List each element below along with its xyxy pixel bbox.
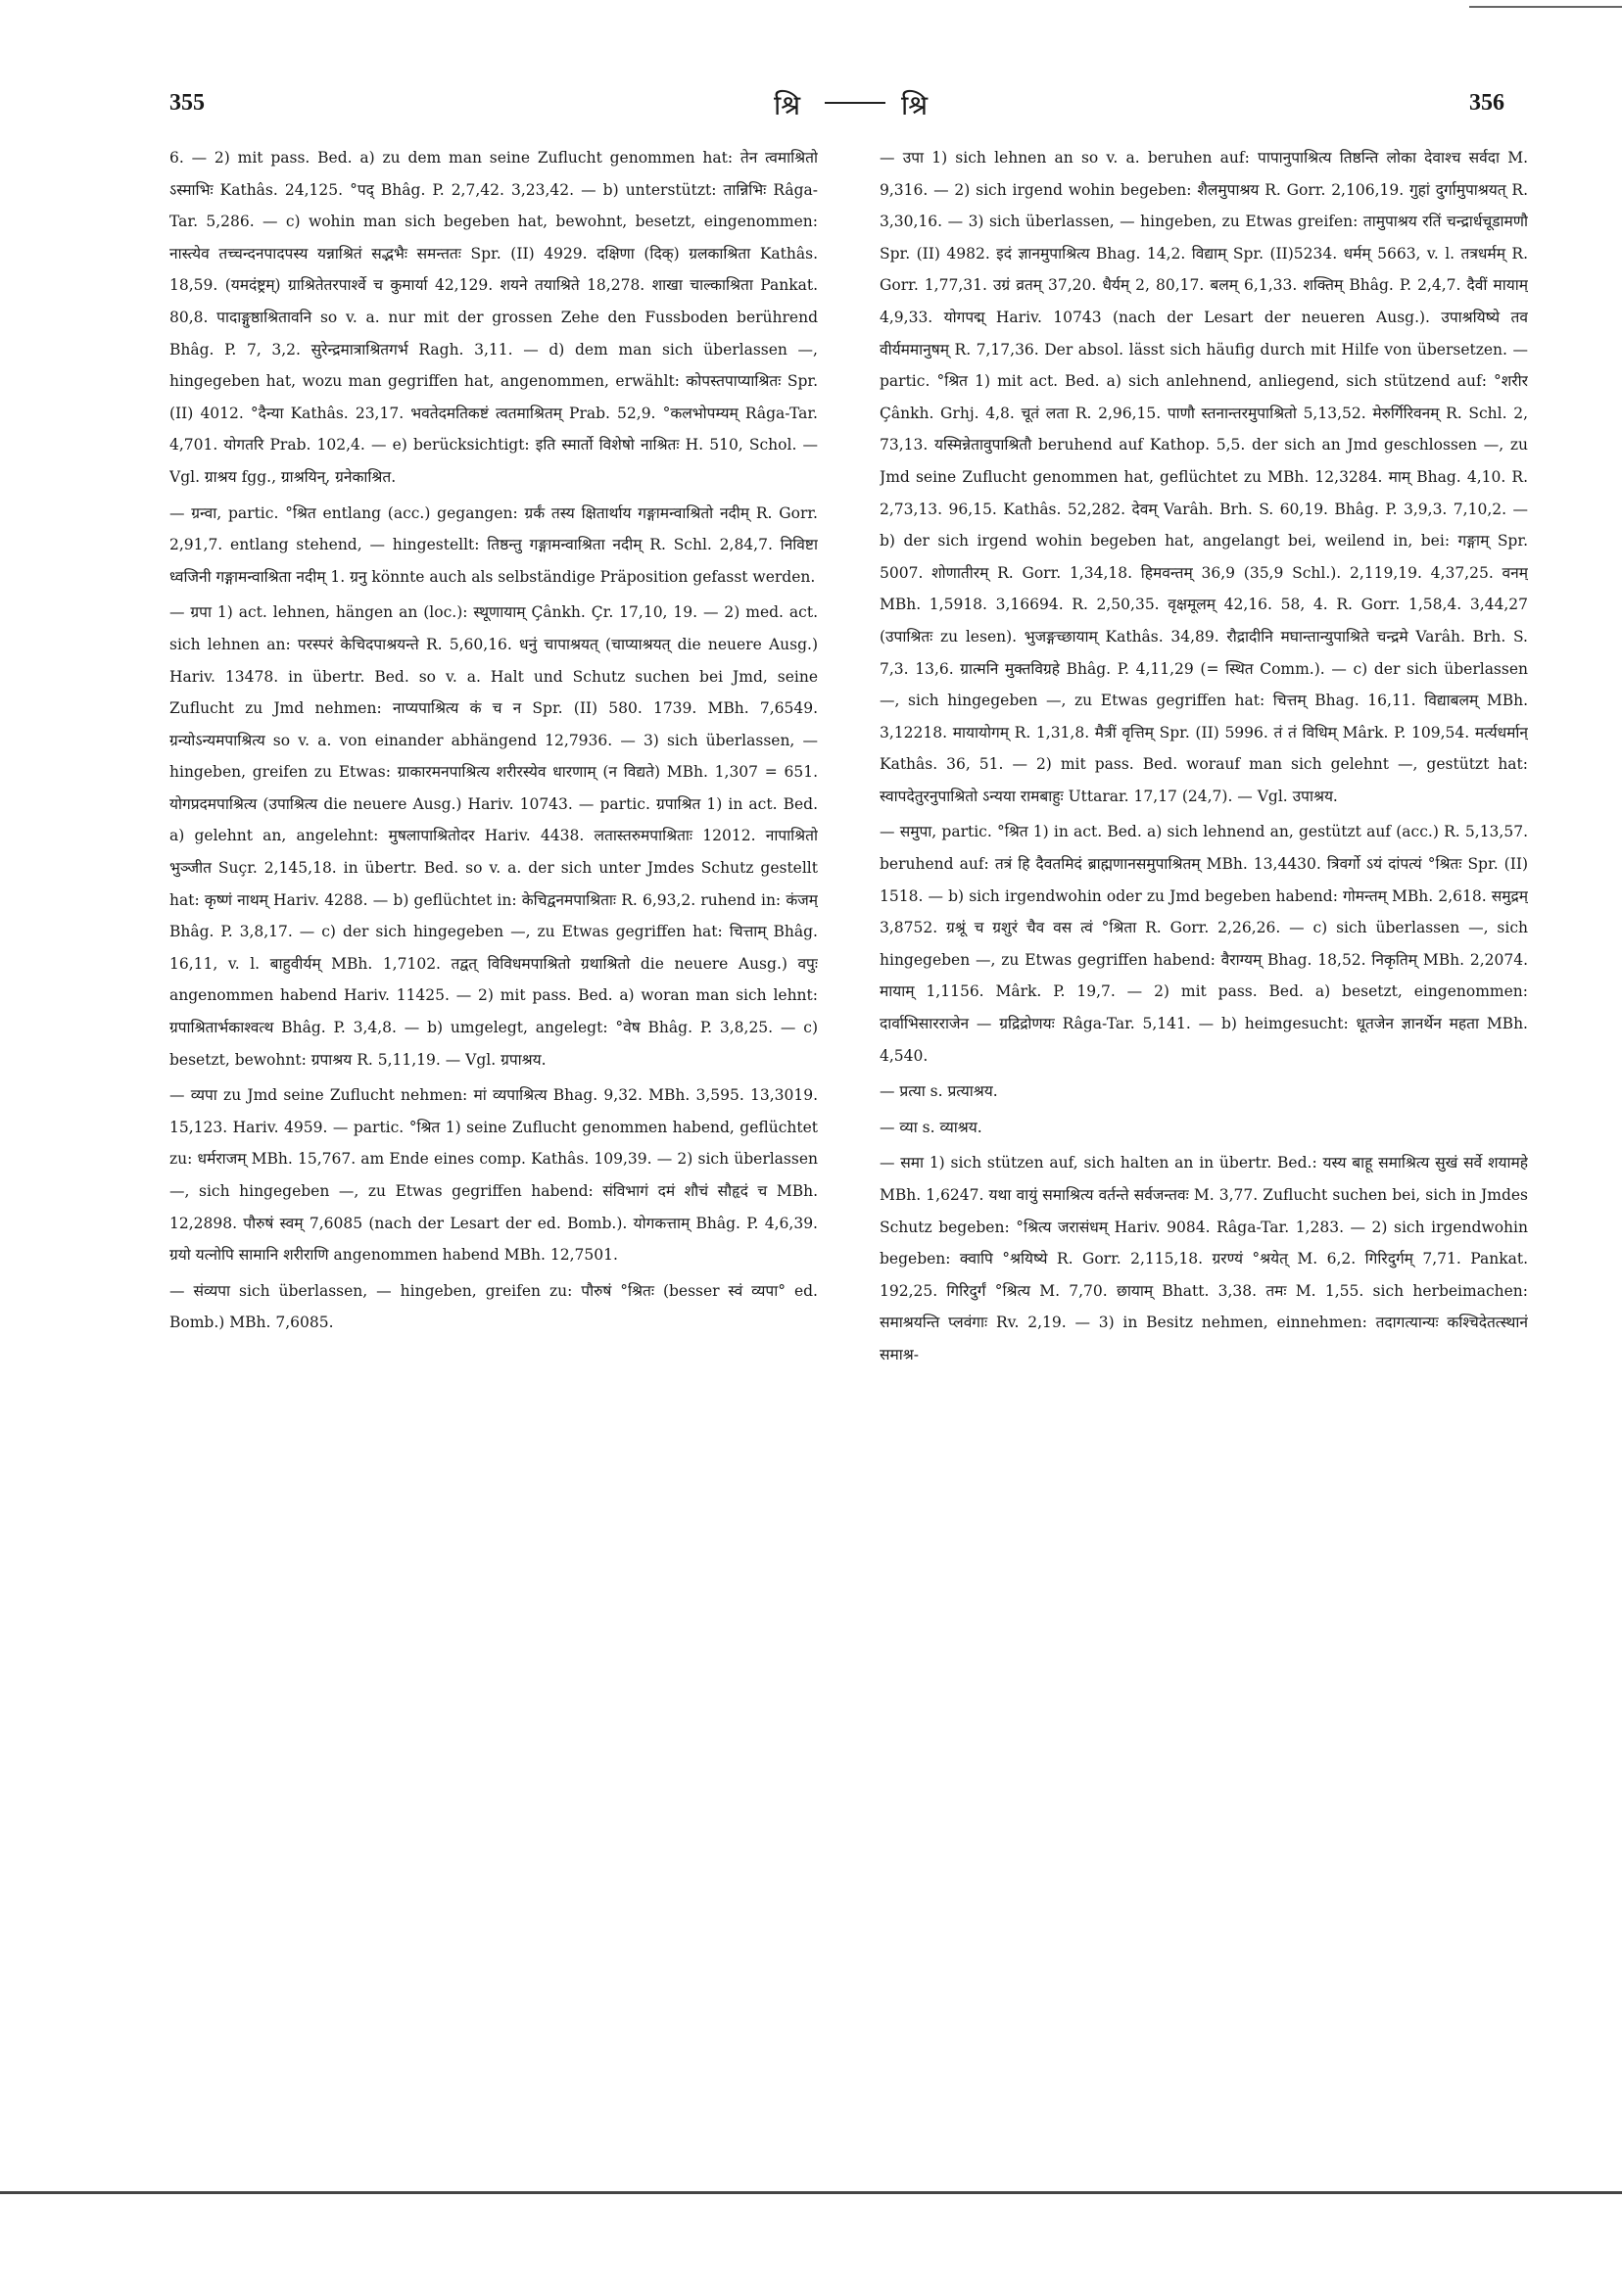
right-column <box>880 142 1528 2052</box>
page-number-right: 356 <box>1469 90 1504 116</box>
dictionary-paragraph: — ग्रपा 1) act. lehnen, hängen an (loc.): स्थूणायाम् Çânkh. Çr. 17,10, 19. — 2) med. act. sich lehnen an: परस्परं केचिदपाश्रयन्ते R. 5,60,16. धनुं चापाश्रयत् (चाप्याश्रयत् die neuere Ausg.) Hariv. 13478. in übertr. Bed. so v. a. Halt und Schutz suchen bei Jmd, seine Zuflucht zu Jmd nehmen: नाप्यपाश्रित्य कं च न Spr. (II) 580. 1739. MBh. 7,6549. ग्रन्योऽन्यमपाश्रित्य so v. a. von einander abhängend 12,7936. — 3) sich überlassen, — hingeben, greifen zu Etwas: ग्राकारमनपाश्रित्य शरीरस्येव धारणाम् (न विद्यते) MBh. 1,307 = 651. योगप्रदमपाश्रित्य (उपाश्रित्य die neuere Ausg.) Hariv. 10743. — partic. ग्रपाश्रित 1) in act. Bed. a) gelehnt an, angelehnt: मुषलापाश्रितोदर Hariv. 4438. लतास्तरुमपाश्रिताः 12012. नापाश्रितो भुञ्जीत Suçr. 2,145,18. in übertr. Bed. so v. a. der sich unter Jmdes Schutz gestellt hat: कृष्णं नाथम् Hariv. 4288. — b) geflüchtet in: केचिद्वनमपाश्रिताः R. 6,93,2. ruhend in: कंजम् Bhâg. P. 3,8,17. — c) der sich hingegeben —, zu Etwas gegriffen hat: चित्ताम् Bhâg. 16,11, v. l. बाहुवीर्यम् MBh. 1,7102. तद्वत् विविधमपाश्रितो ग्रथाश्रितो die neuere Ausg.) वपुः angenommen habend Hariv. 11425. — 2) mit pass. Bed. a) woran man sich lehnt: ग्रपाश्रितार्भकाश्वत्थ Bhâg. P. 3,4,8. — b) umgelegt, angelegt: °वेष Bhâg. P. 3,8,25. — c) besetzt, bewohnt: ग्रपाश्रय R. 5,11,19. — Vgl. ग्रपाश्रय. <box>169 603 818 1069</box>
dictionary-paragraph: — व्यपा zu Jmd seine Zuflucht nehmen: मां व्यपाश्रित्य Bhag. 9,32. MBh. 3,595. 13,3019. 15,123. Hariv. 4959. — partic. °श्रित 1) seine Zuflucht genommen habend, geflüchtet zu: धर्मराजम् MBh. 15,767. am Ende eines comp. Kathâs. 109,39. — 2) sich überlassen —, sich hingegeben —, zu Etwas gegriffen habend: संविभागं दमं शौचं सौहृदं च MBh. 12,2898. पौरुषं स्वम् 7,6085 (nach der Lesart der ed. Bomb.). योगकत्ताम् Bhâg. P. 4,6,39. ग्रयो यत्नोपि सामानि शरीराणि angenommen habend MBh. 12,7501. <box>169 1086 818 1265</box>
left-column <box>169 142 818 2052</box>
page-header <box>0 90 1622 129</box>
dictionary-paragraph: — प्रत्या s. प्रत्याश्रय. <box>880 1082 998 1101</box>
dictionary-paragraph: — ग्रन्वा, partic. °श्रित entlang (acc.) gegangen: ग्रर्कं तस्य क्षितार्थाय गङ्गामन्वाश्रितो नदीम् R. Gorr. 2,91,7. entlang stehend, — hingestellt: तिष्ठन्तु गङ्गामन्वाश्रिता नदीम् R. Schl. 2,84,7. निविष्टा ध्वजिनी गङ्गामन्वाश्रिता नदीम् 1. ग्रनु könnte auch als selbständige Präposition gefasst werden. <box>169 503 818 586</box>
running-headword-left: श्रि <box>774 89 801 121</box>
dictionary-paragraph: — उपा 1) sich lehnen an so v. a. beruhen auf: पापानुपाश्रित्य तिष्ठन्ति लोका देवाश्च सर्वदा M. 9,316. — 2) sich irgend wohin begeben: शैलमुपाश्रय R. Gorr. 2,106,19. गुहां दुर्गामुपाश्रयत् R. 3,30,16. — 3) sich überlassen, — hingeben, zu Etwas greifen: तामुपाश्रय रतिं चन्द्रार्धचूडामणौ Spr. (II) 4982. इदं ज्ञानमुपाश्रित्य Bhag. 14,2. विद्याम् Spr. (II)5234. धर्मम् 5663, v. l. तत्रधर्मम् R. Gorr. 1,77,31. उग्रं व्रतम् 37,20. धैर्यम् 2, 80,17. बलम् 6,1,33. शक्तिम् Bhâg. P. 2,4,7. दैवीं मायाम् 4,9,33. योगपद्म् Hariv. 10743 (nach der Lesart der neueren Ausg.). उपाश्रयिष्ये तव वीर्यममानुषम् R. 7,17,36. Der absol. lässt sich häufig durch mit Hilfe von übersetzen. — partic. °श्रित 1) mit act. Bed. a) sich anlehnend, anliegend, sich stützend auf: °शरीर Çânkh. Grhj. 4,8. चूतं लता R. 2,96,15. पाणौ स्तनान्तरमुपाश्रितो 5,13,52. मेरुर्गिरिवनम् R. Schl. 2, 73,13. यस्मिन्नेतावुपाश्रितौ beruhend auf Kathop. 5,5. der sich an Jmd geschlossen —, zu Jmd seine Zuflucht genommen hat, geflüchtet zu MBh. 12,3284. माम् Bhag. 4,10. R. 2,73,13. 96,15. Kathâs. 52,282. देवम् Varâh. Brh. S. 60,19. Bhâg. P. 3,9,3. 7,10,2. — b) der sich irgend wohin begeben hat, angelangt bei, weilend in, bei: गङ्गाम् Spr. 5007. शोणातीरम् R. Gorr. 1,34,18. हिमवन्तम् 36,9 (35,9 Schl.). 2,119,19. 4,37,25. वनम् MBh. 1,5918. 3,16694. R. 2,50,35. वृक्षमूलम् 42,16. 58, 4. R. Gorr. 1,58,4. 3,44,27 (उपाश्रितः zu lesen). भुजङ्गच्छायाम् Kathâs. 34,89. रौद्रादीनि मघान्तान्युपाश्रिते चन्द्रमे Varâh. Brh. S. 7,3. 13,6. ग्रात्मनि मुक्तविग्रहे Bhâg. P. 4,11,29 (= स्थित Comm.). — c) der sich überlassen —, sich hingegeben —, zu Etwas gegriffen hat: चित्तम् Bhag. 16,11. विद्याबलम् MBh. 3,12218. मायायोगम् R. 1,31,8. मैत्रीं वृत्तिम् Spr. (II) 5996. तं तं विधिम् Mârk. P. 109,54. मर्त्यधर्मान् Kathâs. 36, 51. — 2) mit pass. Bed. worauf man sich gelehnt —, gestützt hat: स्वापदेतुरनुपाश्रितो ऽन्यया रामबाहुः Uttarar. 17,17 (24,7). — Vgl. उपाश्रय. <box>880 149 1528 805</box>
page-number-left: 355 <box>169 90 205 116</box>
dictionary-paragraph: — समा 1) sich stützen auf, sich halten an in übertr. Bed.: यस्य बाहू समाश्रित्य सुखं सर्वे शयामहे MBh. 1,6247. यथा वायुं समाश्रित्य वर्तन्ते सर्वजन्तवः M. 3,77. Zuflucht suchen bei, sich in Jmdes Schutz begeben: °श्रित्य जरासंधम् Hariv. 9084. Râga-Tar. 1,283. — 2) sich irgendwohin begeben: क्वापि °श्रयिष्ये R. Gorr. 2,115,18. ग्ररण्यं °श्रयेत् M. 6,2. गिरिदुर्गम् 7,71. Pankat. 192,25. गिरिदुर्गं °श्रित्य M. 7,70. छायाम् Bhatt. 3,38. तमः M. 1,55. sich herbeimachen: समाश्रयन्ति प्लवंगाः Rv. 2,19. — 3) in Besitz nehmen, einnehmen: तदागत्यान्यः कश्चिदेतत्स्थानं समाश्र- <box>880 1154 1528 1363</box>
top-edge-rule <box>1469 6 1622 8</box>
running-headword-right: श्रि <box>901 89 929 121</box>
bottom-rule <box>0 2191 1622 2194</box>
dictionary-paragraph: — संव्यपा sich überlassen, — hingeben, greifen zu: पौरुषं °श्रितः (besser स्वं व्यपा° ed. Bomb.) MBh. 7,6085. <box>169 1281 818 1332</box>
dictionary-paragraph: 6. — 2) mit pass. Bed. a) zu dem man seine Zuflucht genommen hat: तेन त्वमाश्रितो ऽस्माभिः Kathâs. 24,125. °पद् Bhâg. P. 2,7,42. 3,23,42. — b) unterstützt: तान्निभिः Râga-Tar. 5,286. — c) wohin man sich begeben hat, bewohnt, besetzt, eingenommen: नास्त्येव तच्चन्दनपादपस्य यन्नाश्रितं सद्भभैः समन्ततः Spr. (II) 4929. दक्षिणा (दिक्) ग्रलकाश्रिता Kathâs. 18,59. (यमदंष्ट्रम्) ग्राश्रितेतरपार्श्वे च कुमार्या 42,129. शयने तयाश्रिते 18,278. शाखा चाल्काश्रिता Pankat. 80,8. पादाङ्गुष्ठाश्रितावनि so v. a. nur mit der grossen Zehe den Fussboden berührend Bhâg. P. 7, 3,2. सुरेन्द्रमात्राश्रितगर्भ Ragh. 3,11. — d) dem man sich überlassen —, hingegeben hat, wozu man gegriffen hat, angenommen, erwählt: कोपस्तपाप्याश्रितः Spr. (II) 4012. °दैन्या Kathâs. 23,17. भवतेदमतिकष्टं त्वतमाश्रितम् Prab. 52,9. °कलभोपम्यम् Râga-Tar. 4,701. योगतरि Prab. 102,4. — e) berücksichtigt: इति स्मार्तो विशेषो नाश्रितः H. 510, Schol. — Vgl. ग्राश्रय fgg., ग्राश्रयिन्, ग्रनेकाश्रित. <box>169 149 818 486</box>
dictionary-paragraph: — व्या s. व्याश्रय. <box>880 1118 982 1136</box>
dictionary-paragraph: — समुपा, partic. °श्रित 1) in act. Bed. a) sich lehnend an, gestützt auf (acc.) R. 5,13,57. beruhend auf: तत्रं हि दैवतमिदं ब्राह्मणानसमुपाश्रितम् MBh. 13,4430. त्रिवर्गो ऽयं दांपत्यं °श्रितः Spr. (II) 1518. — b) sich irgendwohin oder zu Jmd begeben habend: गोमन्तम् MBh. 2,618. समुद्रम् 3,8752. ग्रश्रूं च ग्रशुरं चैव वस त्वं °श्रिता R. Gorr. 2,26,26. — c) sich überlassen —, sich hingegeben —, zu Etwas gegriffen habend: वैराग्यम् Bhag. 18,52. निकृतिम् MBh. 2,2074. मायाम् 1,1156. Mârk. P. 19,7. — 2) mit pass. Bed. a) besetzt, eingenommen: दार्वाभिसारराजेन — ग्रद्रिद्रोणयः Râga-Tar. 5,141. — b) heimgesucht: धूतजेन ज्ञानर्थेन महता MBh. 4,540. <box>880 823 1528 1065</box>
headword-dash <box>825 102 885 104</box>
